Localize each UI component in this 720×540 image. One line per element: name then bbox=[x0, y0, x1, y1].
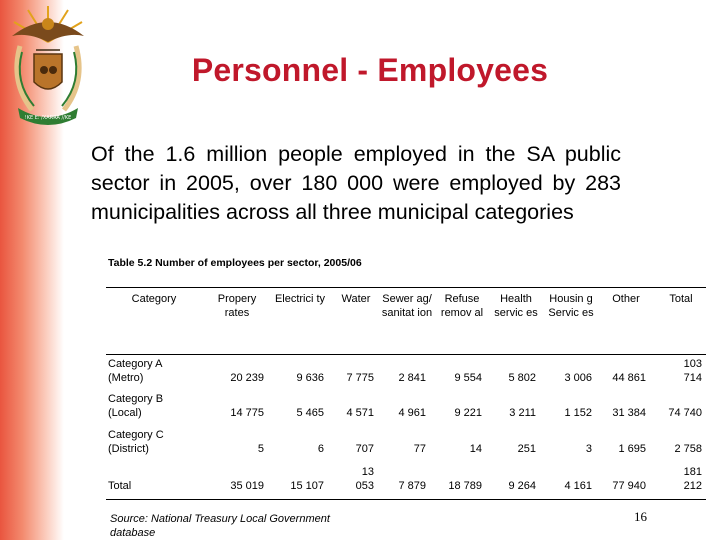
column-header-total: Total bbox=[669, 293, 693, 305]
column-header-electricity: Electrici ty bbox=[274, 293, 326, 305]
table-cell: 15 107 bbox=[290, 480, 324, 492]
column-header-housing: Housin g Servic es bbox=[548, 293, 594, 319]
table-cell: 251 bbox=[517, 443, 536, 455]
table-cell: 9 221 bbox=[454, 407, 482, 419]
row-label: Total bbox=[108, 480, 132, 492]
table-cell: 5 802 bbox=[508, 372, 536, 384]
row-label: Category A (Metro) bbox=[108, 358, 162, 384]
table-cell: 77 bbox=[413, 443, 426, 455]
table-cell: 7 775 bbox=[346, 372, 374, 384]
table-cell: 3 006 bbox=[564, 372, 592, 384]
table-caption: Table 5.2 Number of employees per sector, 2005/06 bbox=[108, 257, 362, 269]
motto-text: !KE E: /XARRA //KE bbox=[24, 115, 72, 121]
column-header-property-rates: Propery rates bbox=[217, 293, 257, 319]
table-cell: 14 775 bbox=[230, 407, 264, 419]
slide-title: Personnel - Employees bbox=[191, 52, 549, 88]
table-cell: 103 714 bbox=[683, 358, 702, 384]
table-cell: 181 212 bbox=[683, 466, 702, 492]
table-cell: 4 571 bbox=[346, 407, 374, 419]
table-cell: 2 758 bbox=[674, 443, 702, 455]
row-label: Category B (Local) bbox=[108, 393, 164, 419]
column-header-water: Water bbox=[341, 293, 371, 305]
table-cell: 20 239 bbox=[230, 372, 264, 384]
table-cell: 9 554 bbox=[454, 372, 482, 384]
column-header-other: Other bbox=[612, 293, 640, 305]
table-cell: 9 636 bbox=[296, 372, 324, 384]
table-cell: 77 940 bbox=[612, 480, 646, 492]
column-header-sewerage: Sewer ag/ sanitat ion bbox=[381, 293, 433, 319]
column-header-health: Health servic es bbox=[494, 293, 538, 319]
table-source: Source: National Treasury Local Government database bbox=[110, 513, 330, 539]
table-cell: 13 053 bbox=[355, 466, 374, 492]
column-header-category: Category bbox=[131, 293, 177, 305]
header-top-rule bbox=[106, 287, 706, 288]
table-cell: 3 211 bbox=[509, 407, 536, 419]
table-cell: 35 019 bbox=[230, 480, 264, 492]
table-cell: 2 841 bbox=[398, 372, 426, 384]
table-bottom-rule bbox=[106, 499, 706, 500]
table-cell: 31 384 bbox=[612, 407, 646, 419]
table-cell: 18 789 bbox=[448, 480, 482, 492]
table-cell: 5 bbox=[257, 443, 264, 455]
table-cell: 1 152 bbox=[564, 407, 592, 419]
table-cell: 14 bbox=[469, 443, 482, 455]
row-label: Category C (District) bbox=[108, 429, 164, 455]
table-cell: 3 bbox=[585, 443, 592, 455]
table-cell: 44 861 bbox=[612, 372, 646, 384]
table-cell: 9 264 bbox=[508, 480, 536, 492]
table-cell: 74 740 bbox=[668, 407, 702, 419]
header-bottom-rule bbox=[106, 354, 706, 355]
coat-of-arms-icon bbox=[2, 2, 94, 128]
table-cell: 4 961 bbox=[398, 407, 426, 419]
table-cell: 1 695 bbox=[618, 443, 646, 455]
table-cell: 6 bbox=[317, 443, 324, 455]
table-cell: 707 bbox=[355, 443, 374, 455]
table-cell: 4 161 bbox=[564, 480, 592, 492]
column-header-refuse: Refuse remov al bbox=[440, 293, 484, 319]
body-text: Of the 1.6 million people employed in the SA public sector in 2005, over 180 000 were employed by 283 municipalities across all three municipal categories bbox=[91, 142, 621, 224]
table-cell: 5 465 bbox=[296, 407, 324, 419]
table-cell: 7 879 bbox=[398, 480, 426, 492]
page-number: 16 bbox=[634, 509, 647, 524]
